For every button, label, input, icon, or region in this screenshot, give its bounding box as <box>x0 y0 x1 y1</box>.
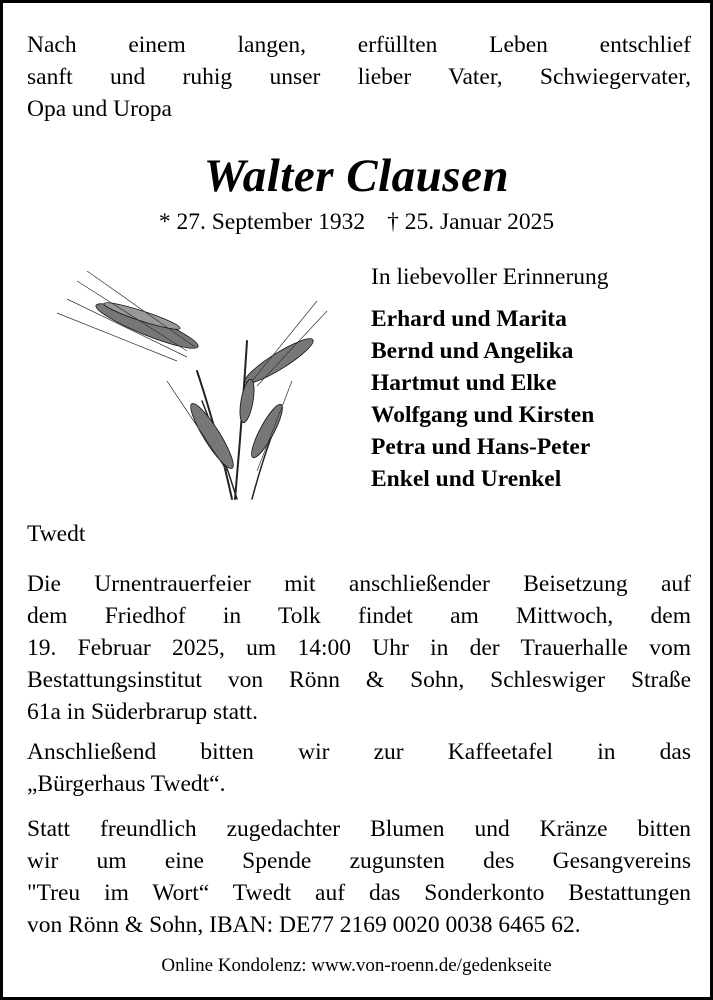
donation-line: von Rönn & Sohn, IBAN: DE77 2169 0020 0038 6465 62. <box>27 912 581 938</box>
intro-line: Opa und Uropa <box>27 96 172 122</box>
birth-date: * 27. September 1932 <box>158 209 366 235</box>
ceremony-line: Die Urnentrauerfeier mit anschließender Beisetzung auf <box>27 571 691 597</box>
mourner-name: Erhard und Marita <box>371 306 567 332</box>
ceremony-paragraph <box>27 568 691 728</box>
coffee-paragraph <box>27 736 691 800</box>
intro-paragraph <box>27 29 691 125</box>
ceremony-line: 19. Februar 2025, um 14:00 Uhr in der Trauerhalle vom <box>27 635 691 661</box>
wheat-ears-icon <box>47 271 337 506</box>
mourner-name: Enkel und Urenkel <box>371 466 562 492</box>
death-date: † 25. Januar 2025 <box>387 209 555 235</box>
place-name: Twedt <box>27 521 86 547</box>
coffee-line: Anschließend bitten wir zur Kaffeetafel in das <box>27 739 691 765</box>
mourner-name: Petra und Hans-Peter <box>371 434 591 460</box>
deceased-name: Walter Clausen <box>203 150 510 202</box>
donation-line: "Treu im Wort“ Twedt auf das Sonderkonto Bestattungen <box>27 880 691 906</box>
ceremony-line: dem Friedhof in Tolk findet am Mittwoch, dem <box>27 603 691 629</box>
coffee-line: „Bürgerhaus Twedt“. <box>27 771 226 797</box>
mourner-name: Bernd und Angelika <box>371 338 574 364</box>
mourner-name: Hartmut und Elke <box>371 370 557 396</box>
mourner-name: Wolfgang und Kirsten <box>371 402 595 428</box>
intro-line: sanft und ruhig unser lieber Vater, Schwiegervater, <box>27 64 691 90</box>
donation-line: Statt freundlich zugedachter Blumen und Kränze bitten <box>27 816 691 842</box>
ceremony-line: 61a in Süderbrarup statt. <box>27 699 259 725</box>
memory-label: In liebevoller Erinnerung <box>371 264 609 290</box>
ceremony-line: Bestattungsinstitut von Rönn & Sohn, Schleswiger Straße <box>27 667 691 693</box>
online-condolence: Online Kondolenz: www.von-roenn.de/gedenkseite <box>161 955 552 976</box>
mourners-list <box>371 303 594 495</box>
life-dates <box>3 206 710 238</box>
donation-line: wir um eine Spende zugunsten des Gesangvereins <box>27 848 691 874</box>
intro-line: Nach einem langen, erfüllten Leben entschlief <box>27 32 691 58</box>
donation-paragraph <box>27 813 691 941</box>
